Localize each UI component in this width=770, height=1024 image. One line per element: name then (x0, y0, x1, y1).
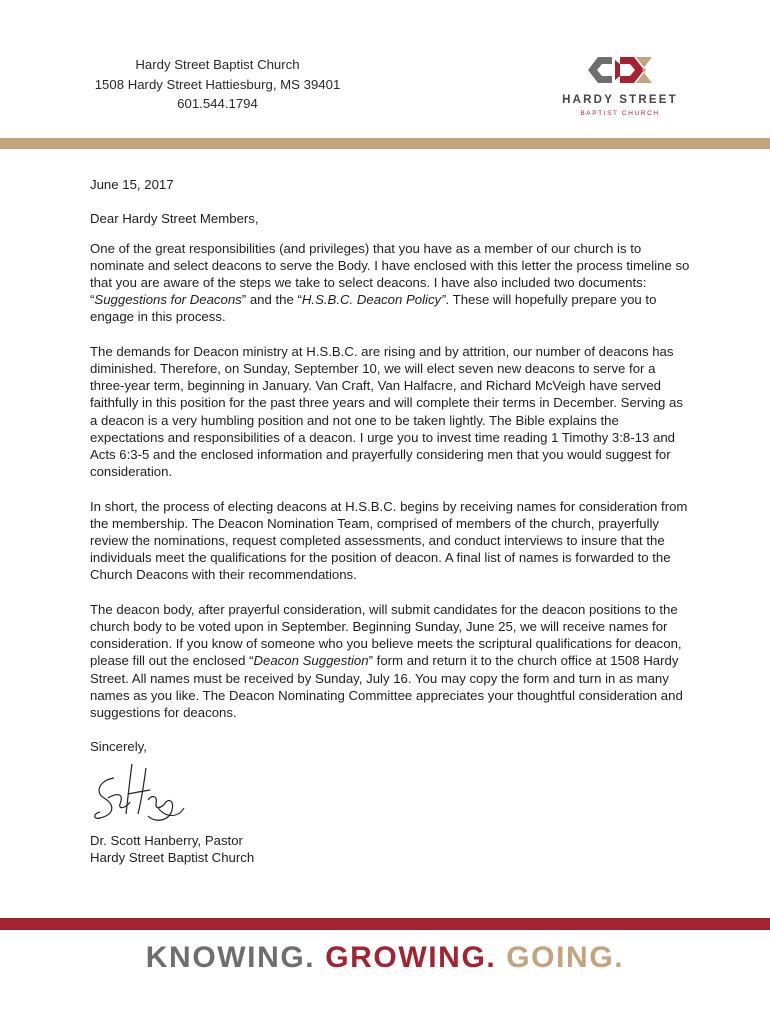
p1-text-e: . These will hopefully prepare you to engage in this process. (90, 292, 657, 325)
signer-organization: Hardy Street Baptist Church (90, 849, 255, 865)
letter-closing: Sincerely, (90, 739, 147, 755)
p1-doc-title-policy: H.S.B.C. Deacon Policy” (301, 292, 446, 308)
footer-divider-band (0, 918, 770, 930)
tagline-growing: GROWING. (325, 941, 497, 974)
letter-date: June 15, 2017 (90, 177, 174, 192)
letter-paragraph-3: In short, the process of electing deacons at H.S.B.C. begins by receiving names for consideration from the membership. The Deacon Nomination Team, comprised of members of the church, prayerfully review the nominations, request completed assessments, and conduct interviews to insure that the individuals meet the qualifications for the position of deacon. A final list of names is forwarded to the Church Deacons with their recommendations. (90, 498, 688, 583)
p4-form-title: Deacon Suggestion (253, 653, 369, 669)
logo-mark-icon (582, 54, 654, 86)
church-street-address: 1508 Hardy Street Hattiesburg, MS 39401 (94, 76, 341, 92)
p1-text-a: One of the great responsibilities (and privileges) that you have as a member of our church is to nominate and select deacons to serve the Body. I have enclosed with this letter the process timeline so that you are aware of the steps we take to select deacons. I have also included two documents: “ (90, 240, 690, 308)
letter-salutation: Dear Hardy Street Members, (90, 211, 259, 227)
letter-body (90, 176, 690, 866)
p1-text-c: ” and the “ (241, 292, 302, 308)
church-phone: 601.544.1794 (177, 96, 258, 111)
footer-tagline (0, 941, 770, 975)
p1-doc-title-suggestions: Suggestions for Deacons (94, 292, 242, 308)
letter-paragraph-4 (90, 601, 690, 721)
tagline-knowing: KNOWING. (145, 941, 316, 974)
logo-subtitle: BAPTIST CHURCH (580, 110, 660, 117)
signature-icon (86, 758, 186, 828)
tagline-going: GOING. (506, 941, 625, 974)
header-divider-band (0, 138, 770, 149)
letter-paragraph-1 (90, 240, 690, 326)
signer-name: Dr. Scott Hanberry, Pastor (90, 832, 243, 848)
church-address-block (80, 55, 355, 114)
p4-text-c: ” form and return it to the church office at 1508 Hardy Street. All names must be received by Sunday, July 16. You may copy the form and turn in as many names as you like. The Deacon Nominating Committee appreciates your thoughtful consideration and suggestions for deacons. (90, 653, 683, 721)
logo-name: HARDY STREET (562, 94, 678, 106)
letter-paragraph-2: The demands for Deacon ministry at H.S.B.C. are rising and by attrition, our number of deacons has diminished. Therefore, on Sunday, September 10, we will elect seven new deacons to serve for a three-year term, beginning in January. Van Craft, Van Halfacre, and Richard McVeigh have served faithfully in this position for the past three years and will complete their terms in December. Serving as a deacon is a very humbling position and not one to be taken lightly. The Bible explains the expectations and responsibilities of a deacon. I urge you to invest time reading 1 Timothy 3:8-13 and Acts 6:3-5 and the enclosed information and prayerfully considering men that you would suggest for consideration. (90, 343, 683, 480)
church-name: Hardy Street Baptist Church (135, 57, 300, 72)
church-logo (555, 54, 685, 120)
p4-text-a: The deacon body, after prayerful consideration, will submit candidates for the deacon positions to the church body to be voted upon in September. Beginning Sunday, June 25, we will receive names for consideration. If you know of someone who you believe meets the scriptural qualifications for deacon, please fill out the enclosed “ (90, 601, 682, 669)
pastor-signature (86, 758, 690, 828)
